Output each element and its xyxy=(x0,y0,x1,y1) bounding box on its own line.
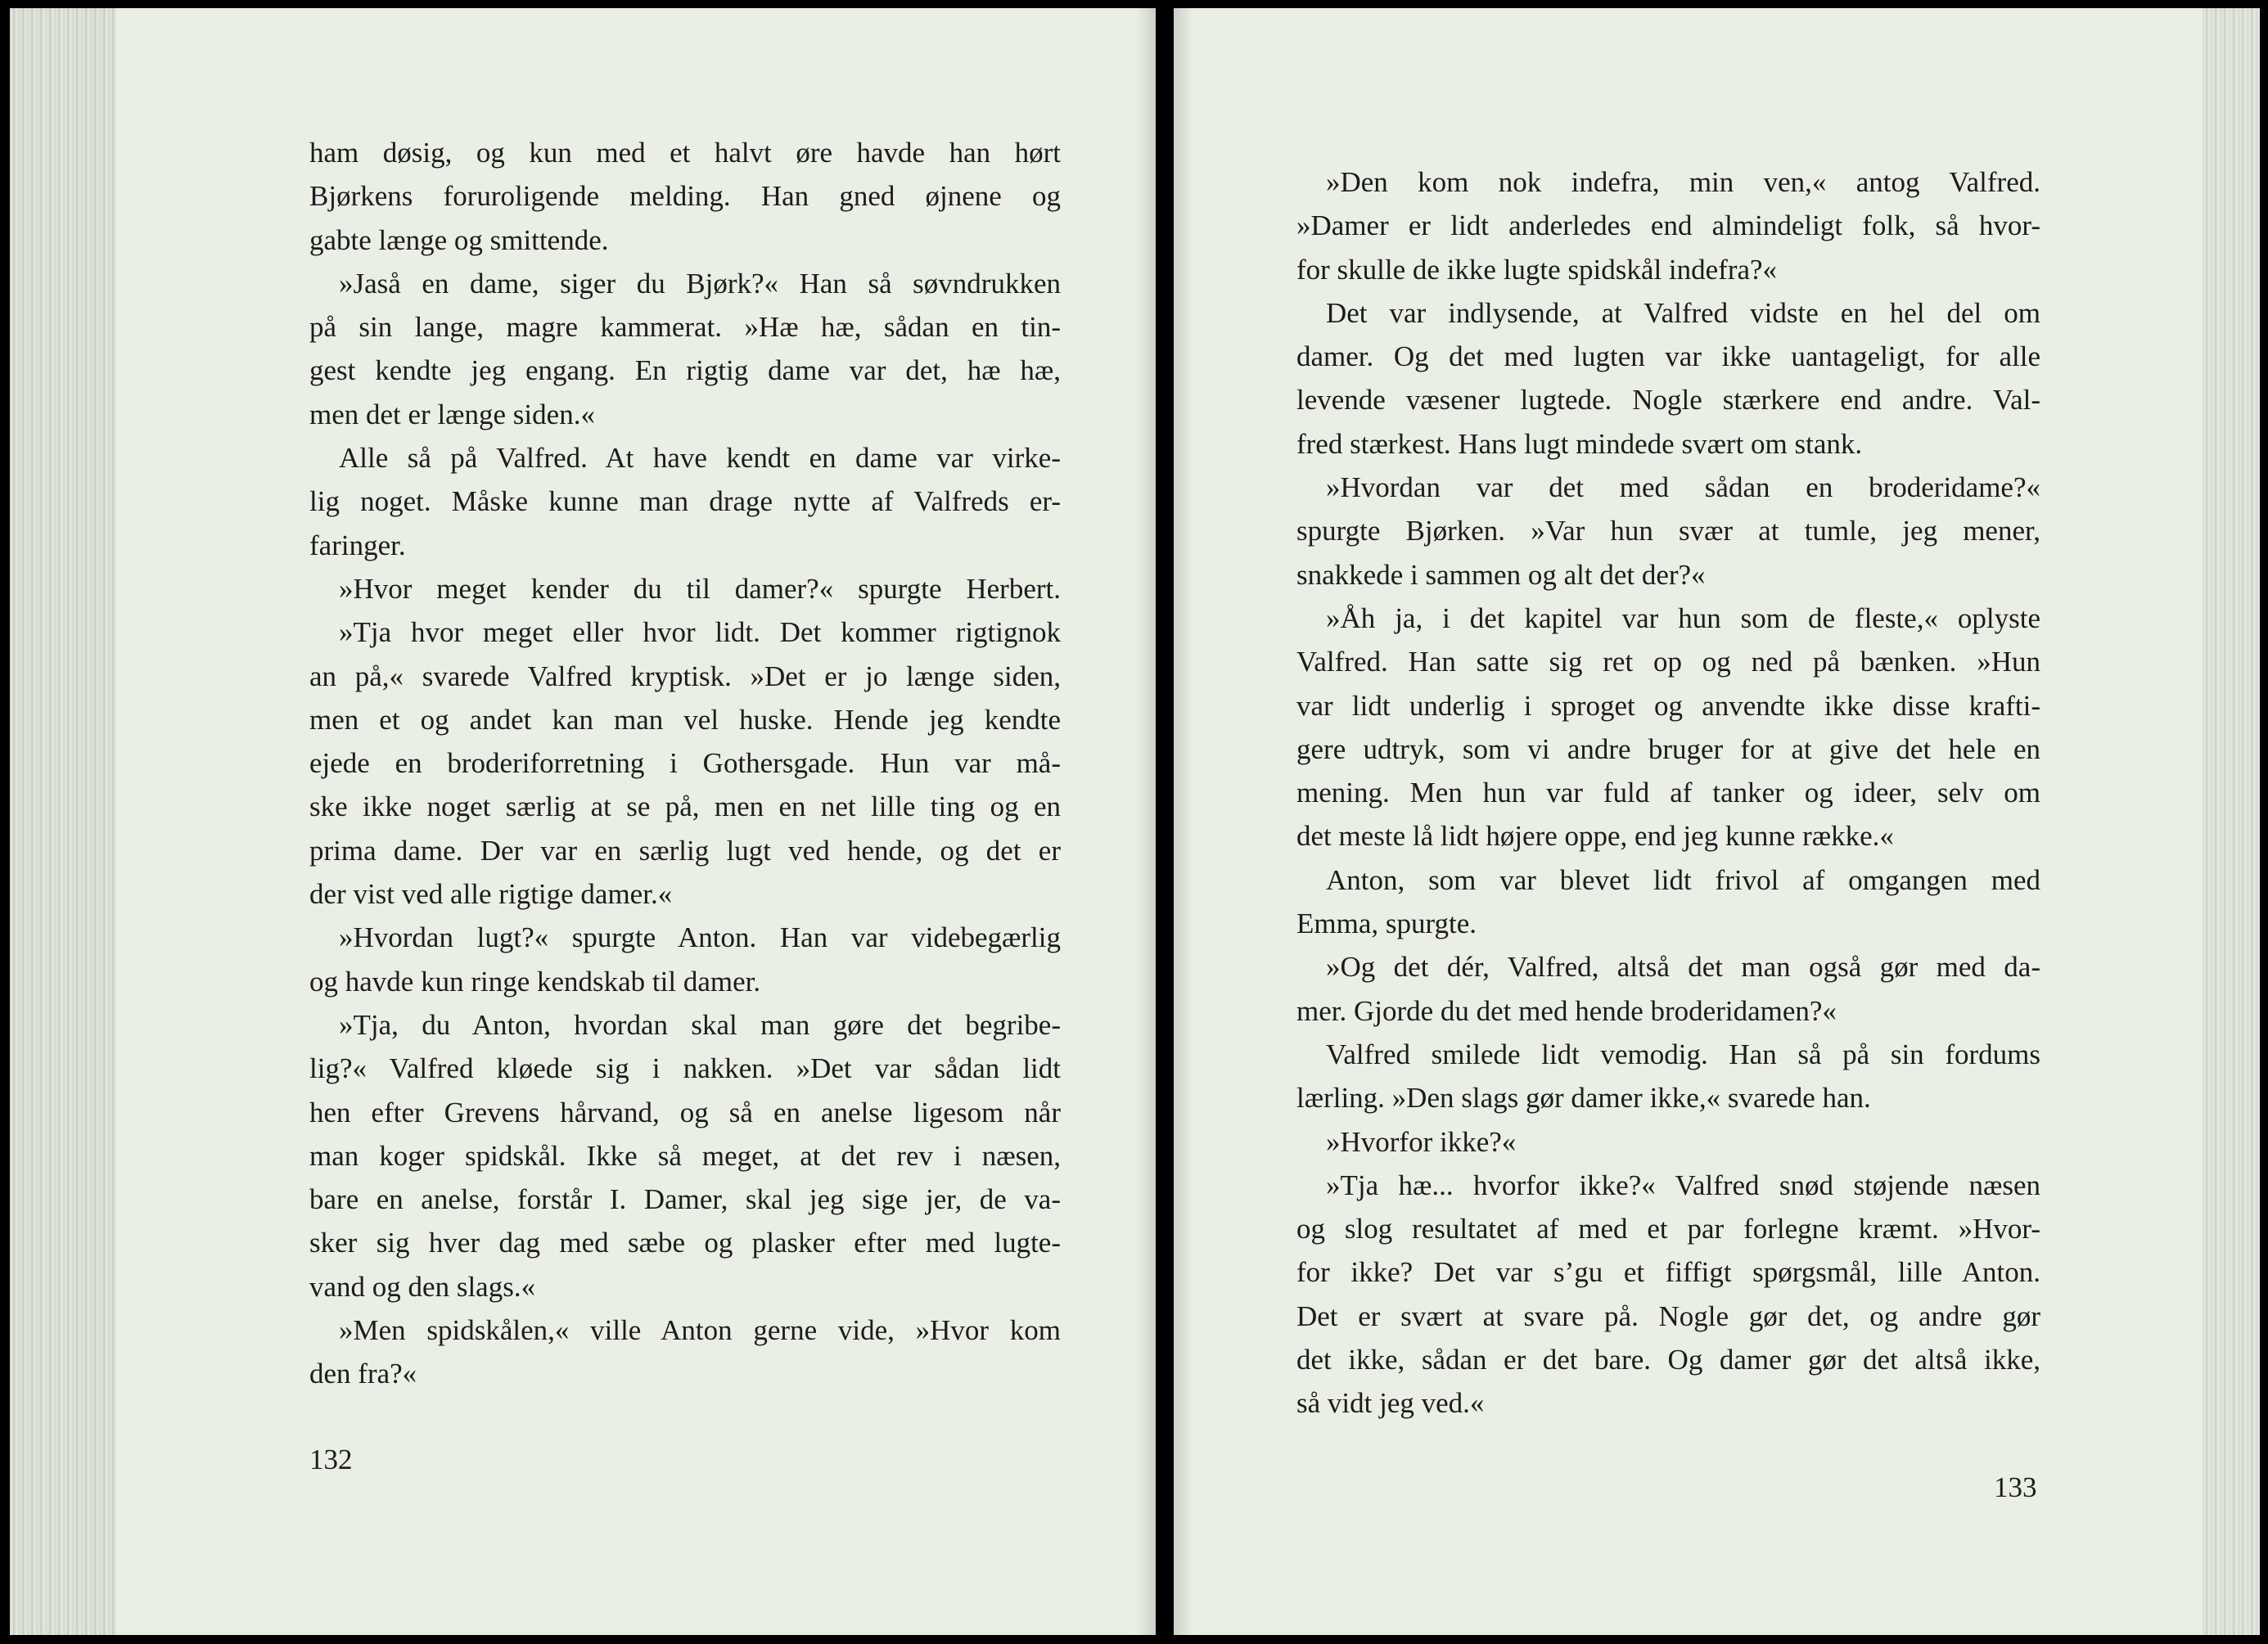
text-line: så vidt jeg ved.« xyxy=(1296,1387,1485,1420)
text-line: på sin lange, magre kammerat. »Hæ hæ, sådan en tin- xyxy=(309,311,1061,344)
text-line: mening. Men hun var fuld af tanker og ideer, selv om xyxy=(1296,777,2040,809)
gutter-shadow xyxy=(1174,8,1193,1635)
text-line: Valfred smilede lidt vemodig. Han så på sin fordums xyxy=(1326,1038,2040,1070)
text-line: ham døsig, og kun med et halvt øre havde han hørt xyxy=(309,137,1061,169)
text-line: an på,« svarede Valfred kryptisk. »Det er jo længe siden, xyxy=(309,660,1061,692)
text-line: man koger spidskål. Ikke så meget, at det rev i næsen, xyxy=(309,1139,1061,1172)
text-line: Anton, som var blevet lidt frivol af omgangen med xyxy=(1326,863,2040,896)
text-line: damer. Og det med lugten var ikke uantageligt, for alle xyxy=(1296,340,2040,373)
text-line: Alle så på Valfred. At have kendt en dame var virke- xyxy=(339,442,1061,475)
text-line: den fra?« xyxy=(309,1358,417,1390)
right-page xyxy=(1174,8,2260,1635)
text-line: bare en anelse, forstår I. Damer, skal jeg sige jer, de va- xyxy=(309,1183,1061,1216)
text-line: for ikke? Det var s’gu et fiffigt spørgsmål, lille Anton. xyxy=(1296,1256,2040,1289)
text-line: »Hvordan var det med sådan en broderidame?« xyxy=(1326,471,2040,504)
text-line: »Men spidskålen,« ville Anton gerne vide, »Hvor kom xyxy=(339,1314,1061,1347)
page-edge-stack xyxy=(2203,8,2260,1635)
left-page-text xyxy=(309,131,1061,1396)
left-page xyxy=(10,8,1156,1635)
text-line: prima dame. Der var en særlig lugt ved hende, og det er xyxy=(309,834,1061,867)
gutter-shadow xyxy=(1136,8,1156,1635)
text-line: lærling. »Den slags gør damer ikke,« svarede han. xyxy=(1296,1082,1871,1115)
text-line: var lidt underlig i sproget og anvendte ikke disse krafti- xyxy=(1296,689,2040,722)
text-line: spurgte Bjørken. »Var hun svær at tumle, jeg mener, xyxy=(1296,515,2040,547)
page-number: 132 xyxy=(309,1444,353,1475)
text-line: vand og den slags.« xyxy=(309,1270,536,1303)
text-line: »Hvorfor ikke?« xyxy=(1326,1125,1517,1158)
text-line: og slog resultatet af med et par forlegne kræmt. »Hvor- xyxy=(1296,1213,2040,1245)
text-line: lig?« Valfred kløede sig i nakken. »Det var sådan lidt xyxy=(309,1052,1061,1085)
page-number: 133 xyxy=(1994,1471,2037,1503)
text-line: »Tja hvor meget eller hvor lidt. Det kommer rigtignok xyxy=(339,616,1061,649)
text-line: snakkede i sammen og alt det der?« xyxy=(1296,558,1706,591)
text-line: »Hvordan lugt?« spurgte Anton. Han var videbegærlig xyxy=(339,921,1061,954)
text-line: lig noget. Måske kunne man drage nytte af Valfreds er- xyxy=(309,485,1061,518)
text-line: det ikke, sådan er det bare. Og damer gør det altså ikke, xyxy=(1296,1344,2040,1376)
text-line: »Den kom nok indefra, min ven,« antog Valfred. xyxy=(1326,166,2040,198)
text-line: »Tja, du Anton, hvordan skal man gøre det begribe- xyxy=(339,1008,1061,1041)
text-line: Det er svært at svare på. Nogle gør det, og andre gør xyxy=(1296,1299,2040,1332)
text-line: ske ikke noget særlig at se på, men en net lille ting og en xyxy=(309,790,1061,823)
text-line: gere udtryk, som vi andre bruger for at give det hele en xyxy=(1296,732,2040,765)
text-line: »Og det dér, Valfred, altså det man også gør med da- xyxy=(1326,951,2040,984)
text-line: for skulle de ikke lugte spidskål indefra?« xyxy=(1296,253,1778,286)
text-line: gabte længe og smittende. xyxy=(309,223,609,256)
right-page-text xyxy=(1296,160,2040,1426)
text-line: og havde kun ringe kendskab til damer. xyxy=(309,965,761,998)
text-line: levende væsener lugtede. Nogle stærkere end andre. Val- xyxy=(1296,384,2040,417)
text-line: Emma, spurgte. xyxy=(1296,908,1477,940)
text-line: faringer. xyxy=(309,529,406,561)
text-line: Bjørkens foruroligende melding. Han gned øjnene og xyxy=(309,180,1061,213)
text-line: gest kendte jeg engang. En rigtig dame var det, hæ hæ, xyxy=(309,354,1061,387)
text-line: men det er længe siden.« xyxy=(309,398,595,430)
text-line: fred stærkest. Hans lugt mindede svært om stank. xyxy=(1296,427,1863,460)
text-line: »Jaså en dame, siger du Bjørk?« Han så søvndrukken xyxy=(339,267,1061,300)
text-line: Valfred. Han satte sig ret op og ned på bænken. »Hun xyxy=(1296,646,2040,678)
text-line: hen efter Grevens hårvand, og så en anelse ligesom når xyxy=(309,1096,1061,1128)
text-line: Det var indlysende, at Valfred vidste en hel del om xyxy=(1326,296,2040,329)
text-line: »Tja hæ... hvorfor ikke?« Valfred snød støjende næsen xyxy=(1326,1169,2040,1201)
text-line: der vist ved alle rigtige damer.« xyxy=(309,878,673,911)
text-line: det meste lå lidt højere oppe, end jeg kunne række.« xyxy=(1296,820,1894,853)
text-line: mer. Gjorde du det med hende broderidamen?« xyxy=(1296,994,1837,1027)
text-line: ejede en broderiforretning i Gothersgade. Hun var må- xyxy=(309,747,1061,780)
page-edge-stack xyxy=(10,8,116,1635)
text-line: »Åh ja, i det kapitel var hun som de fleste,« oplyste xyxy=(1326,601,2040,634)
text-line: »Damer er lidt anderledes end almindeligt folk, så hvor- xyxy=(1296,209,2040,242)
text-line: »Hvor meget kender du til damer?« spurgte Herbert. xyxy=(339,572,1061,605)
text-line: men et og andet kan man vel huske. Hende jeg kendte xyxy=(309,703,1061,736)
text-line: sker sig hver dag med sæbe og plasker efter med lugte- xyxy=(309,1227,1061,1259)
